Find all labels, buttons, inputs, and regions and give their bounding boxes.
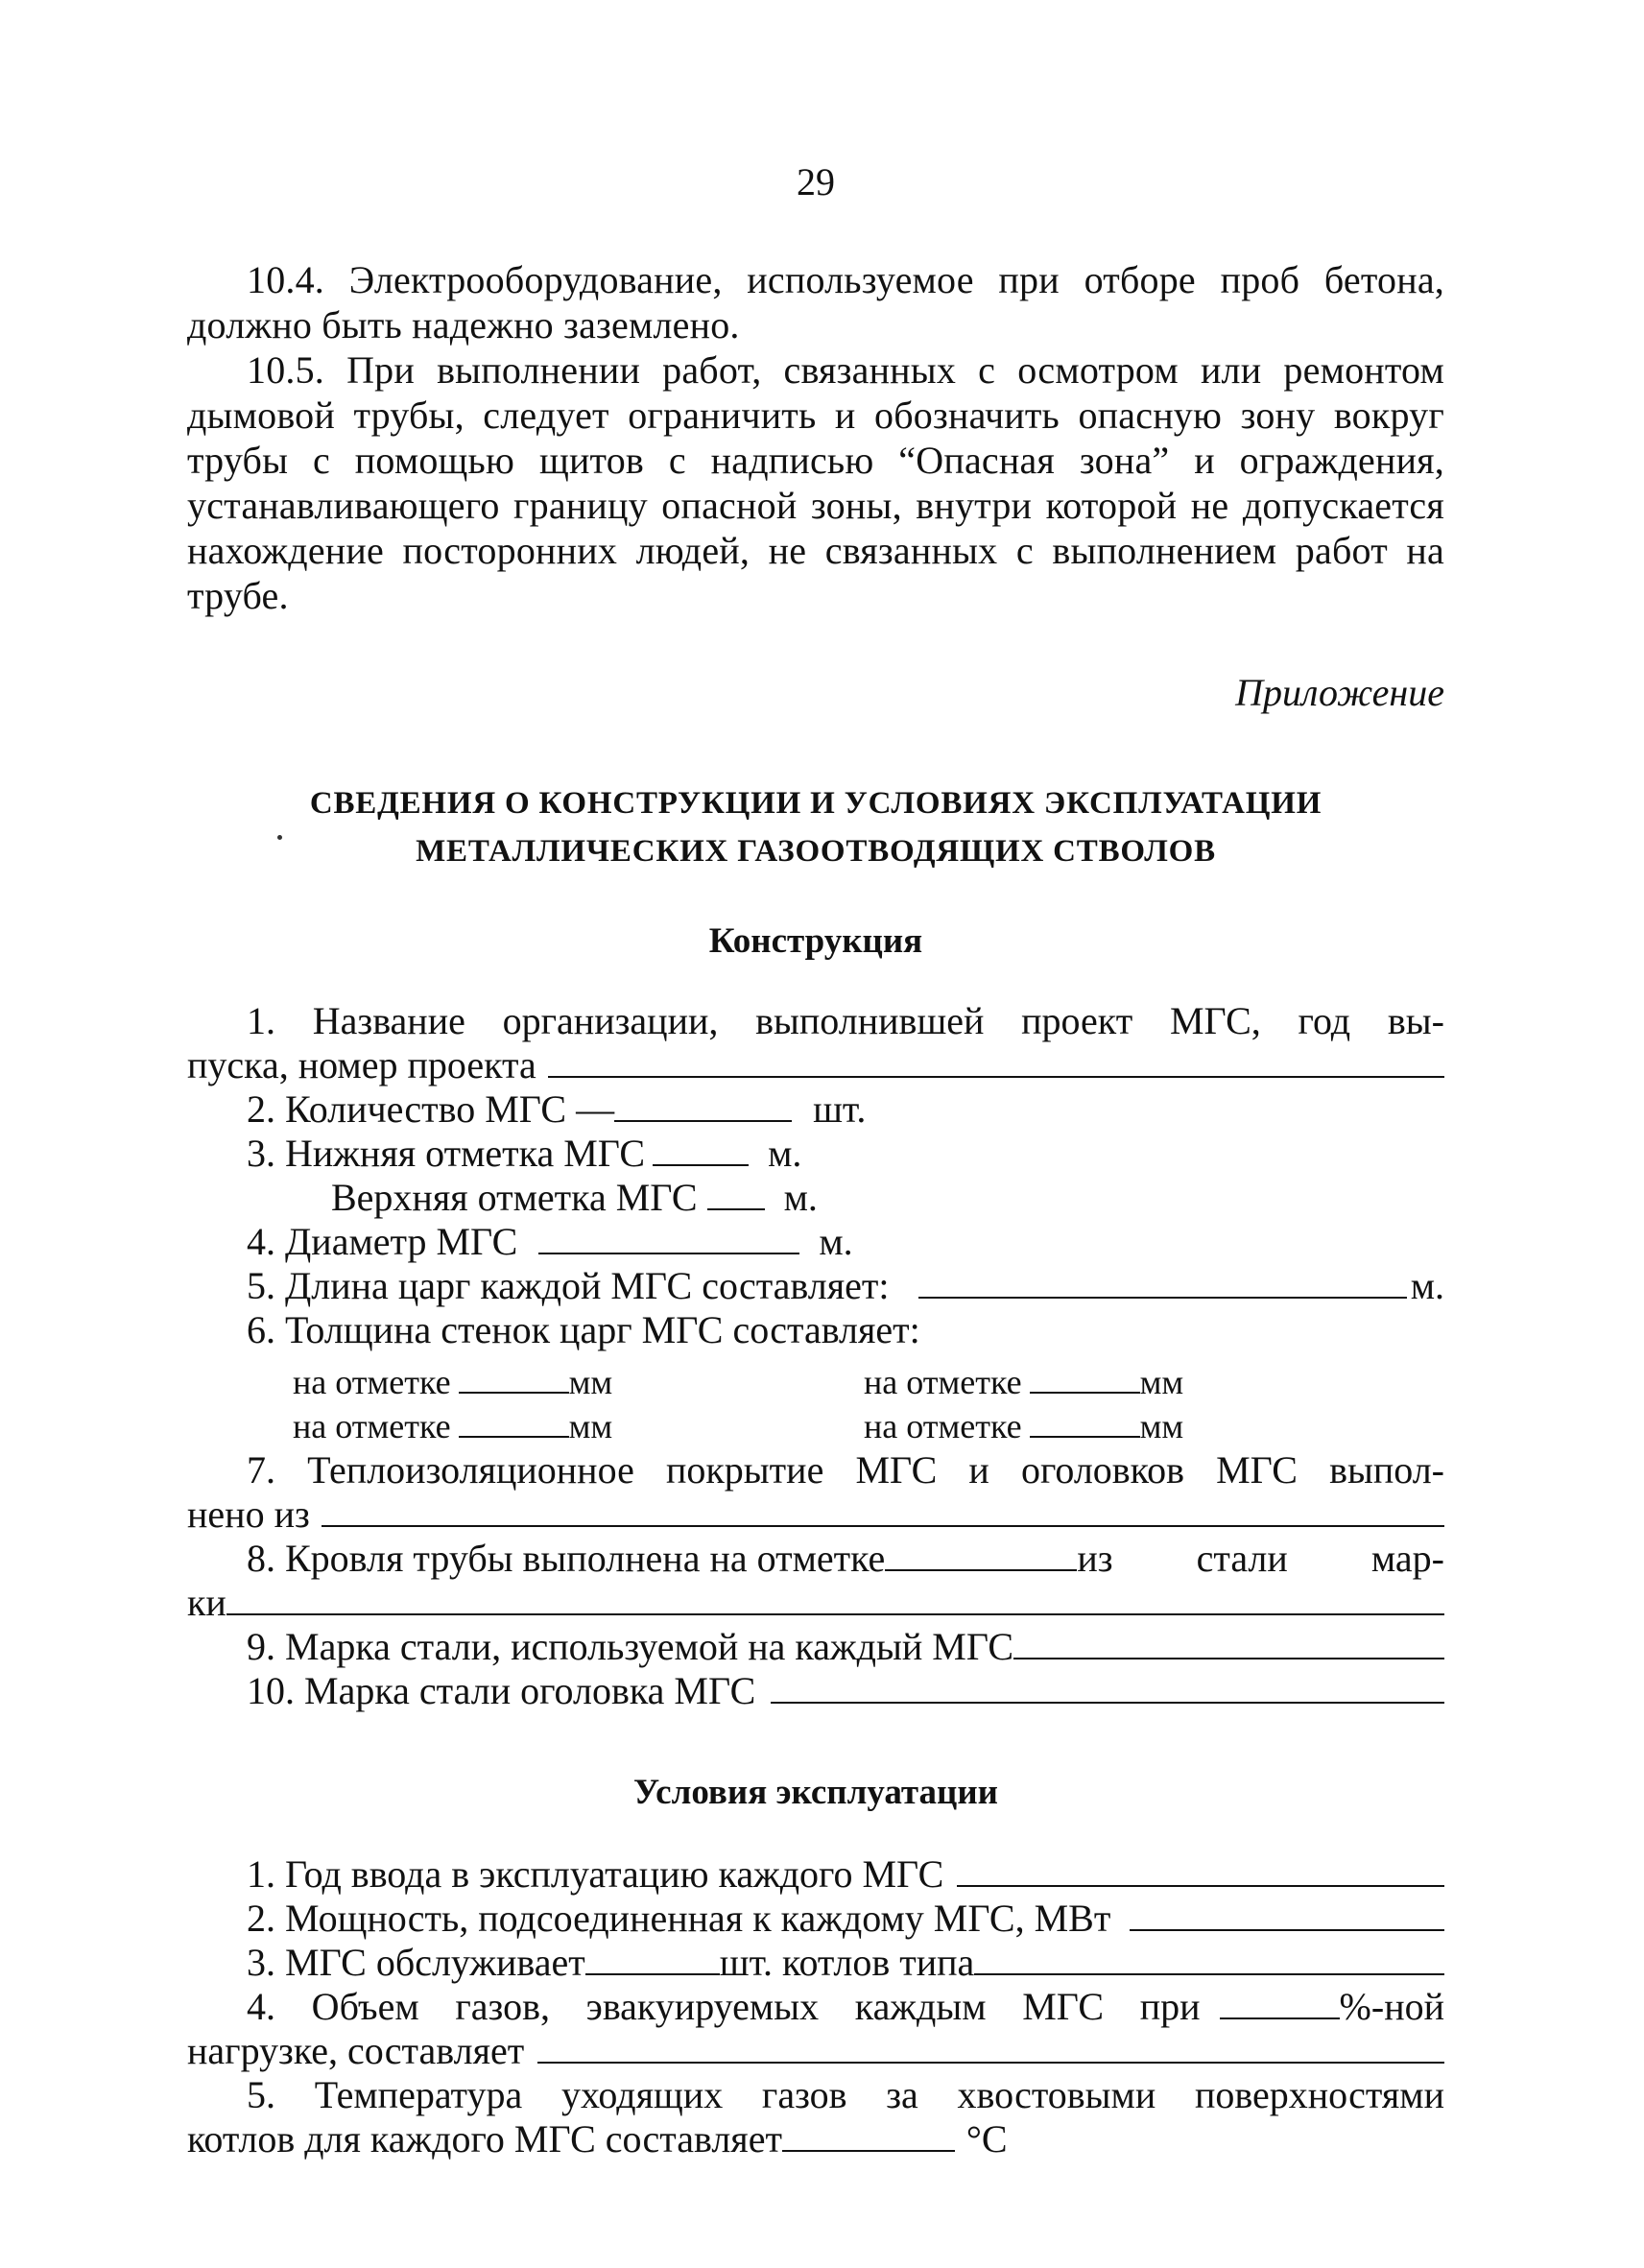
roof-steel-grade-field[interactable] — [226, 1583, 1444, 1615]
construction-item-7-text: 7. Теплоизоляционное покрытие МГС и оголовков МГС выпол- — [247, 1448, 1444, 1492]
operation-item-4-line-2 — [187, 2029, 1444, 2073]
construction-item-4 — [187, 1220, 1444, 1264]
construction-item-7-line-2 — [187, 1492, 1444, 1537]
section-heading-construction: Конструкция — [708, 921, 923, 961]
construction-item-4-label: 4. Диаметр МГС — [247, 1220, 518, 1263]
commission-year-field[interactable] — [957, 1854, 1444, 1887]
construction-item-9-label: 9. Марка стали, используемой на каждый МГС — [247, 1625, 1014, 1668]
section-heading-operation: Условия эксплуатации — [632, 1773, 998, 1812]
wall-mark-field-1[interactable] — [459, 1361, 569, 1394]
project-name-field[interactable] — [548, 1045, 1444, 1078]
at-mark-label: на отметке — [864, 1407, 1022, 1445]
construction-item-5-label: 5. Длина царг каждой МГС составляет: — [247, 1264, 890, 1307]
construction-item-7-line-1 — [187, 1448, 1444, 1492]
at-mark-label: на отметке — [293, 1407, 451, 1445]
construction-item-4-unit: м. — [819, 1220, 853, 1263]
construction-item-8-line-1 — [187, 1537, 1444, 1581]
wall-thickness-cell — [864, 1360, 1435, 1404]
wall-thickness-cell — [293, 1360, 864, 1404]
construction-item-6-label: 6. Толщина стенок царг МГС составляет: — [247, 1308, 920, 1351]
operation-item-3 — [187, 1941, 1444, 1985]
upper-mark-field[interactable] — [707, 1178, 765, 1210]
operation-item-4-text-cont: нагрузке, составляет — [187, 2029, 525, 2072]
construction-item-2-label: 2. Количество МГС — — [247, 1087, 615, 1131]
mm-label: мм — [1139, 1363, 1184, 1401]
construction-item-1-text: 1. Название организации, выполнившей проект МГС, год вы- — [247, 999, 1444, 1042]
wall-mark-field-3[interactable] — [459, 1405, 569, 1438]
wall-mark-field-2[interactable] — [1030, 1361, 1140, 1394]
operation-item-5-line-2 — [187, 2117, 1444, 2161]
construction-item-2-unit: шт. — [813, 1087, 867, 1131]
construction-item-6 — [187, 1308, 1444, 1352]
roof-mark-field[interactable] — [885, 1539, 1077, 1571]
construction-item-10 — [187, 1669, 1444, 1713]
gas-volume-field[interactable] — [537, 2031, 1444, 2064]
construction-item-5-unit: м. — [1410, 1264, 1444, 1307]
at-mark-label: на отметке — [293, 1363, 451, 1401]
boiler-type-field[interactable] — [974, 1943, 1444, 1975]
scan-speck — [277, 835, 282, 840]
operation-item-2-label: 2. Мощность, подсоединенная к каждому МГС, МВт — [247, 1897, 1111, 1940]
mgs-count-field[interactable] — [614, 1089, 792, 1122]
construction-item-1-line-2 — [187, 1043, 1444, 1087]
wall-thickness-cell — [864, 1404, 1435, 1448]
insulation-material-field[interactable] — [322, 1494, 1444, 1527]
document-page — [187, 160, 1444, 2161]
section-length-field[interactable] — [918, 1266, 1407, 1299]
wall-thickness-row-1 — [187, 1360, 1444, 1404]
power-field[interactable] — [1130, 1898, 1444, 1931]
lower-mark-field[interactable] — [653, 1134, 749, 1166]
operation-item-3-label: 3. МГС обслуживает — [247, 1941, 585, 1984]
form-title — [187, 779, 1444, 875]
head-steel-grade-field[interactable] — [771, 1671, 1444, 1704]
construction-item-1-text-cont: пуска, номер проекта — [187, 1043, 536, 1086]
operation-item-5-text-cont: котлов для каждого МГС составляет — [187, 2117, 782, 2161]
construction-item-2 — [187, 1087, 1444, 1132]
operation-item-5-text: 5. Температура уходящих газов за хвостовыми поверхностями — [247, 2073, 1444, 2116]
operation-item-3-mid: шт. котлов типа — [719, 1941, 975, 1984]
operation-item-1-label: 1. Год ввода в эксплуатацию каждого МГС — [247, 1852, 944, 1896]
construction-item-3b — [187, 1176, 1444, 1220]
construction-item-8-text: 8. Кровля трубы выполнена на отметке — [247, 1537, 886, 1580]
construction-item-5 — [187, 1264, 1444, 1308]
operation-item-1 — [187, 1852, 1444, 1897]
construction-item-3 — [187, 1132, 1444, 1176]
operation-item-4-unit: %-ной — [1339, 1985, 1444, 2028]
mm-label: мм — [1139, 1407, 1184, 1445]
load-percent-field[interactable] — [1220, 1987, 1340, 2019]
wall-thickness-cell — [293, 1404, 864, 1448]
diameter-field[interactable] — [538, 1222, 799, 1254]
construction-item-8-mid: из стали мар- — [1077, 1537, 1444, 1580]
mm-label: мм — [568, 1407, 613, 1445]
boiler-count-field[interactable] — [585, 1943, 720, 1975]
operation-item-5-line-1 — [187, 2073, 1444, 2117]
steel-grade-field[interactable] — [1013, 1627, 1444, 1659]
flue-gas-temperature-field[interactable] — [782, 2119, 955, 2152]
appendix-label: Приложение — [1235, 671, 1444, 714]
construction-item-10-label: 10. Марка стали оголовка МГС — [247, 1669, 756, 1712]
construction-item-3-unit: м. — [768, 1132, 802, 1175]
construction-item-8-line-2 — [187, 1581, 1444, 1625]
form-title-line-2: МЕТАЛЛИЧЕСКИХ ГАЗООТВОДЯЩИХ СТВОЛОВ — [416, 834, 1216, 869]
operation-item-4-line-1 — [187, 1985, 1444, 2029]
paragraph-10-4: 10.4. Электрооборудование, используемое при отборе проб бетона, должно быть надежно заземлено. — [187, 258, 1444, 346]
construction-item-3-label: 3. Нижняя отметка МГС — [247, 1132, 646, 1175]
construction-item-1-line-1 — [187, 999, 1444, 1043]
wall-mark-field-4[interactable] — [1030, 1405, 1140, 1438]
construction-item-7-text-cont: нено из — [187, 1492, 310, 1536]
form-title-line-1: СВЕДЕНИЯ О КОНСТРУКЦИИ И УСЛОВИЯХ ЭКСПЛУАТАЦИИ — [309, 786, 1322, 821]
construction-item-8-text-cont: ки — [187, 1581, 226, 1624]
construction-item-9 — [187, 1625, 1444, 1669]
wall-thickness-row-2 — [187, 1404, 1444, 1448]
operation-item-5-unit: °С — [965, 2117, 1008, 2161]
construction-item-3b-unit: м. — [783, 1176, 818, 1219]
operation-item-2 — [187, 1897, 1444, 1941]
mm-label: мм — [568, 1363, 613, 1401]
page-number: 29 — [797, 160, 835, 203]
at-mark-label: на отметке — [864, 1363, 1022, 1401]
operation-item-4-text: 4. Объем газов, эвакуируемых каждым МГС при — [247, 1985, 1201, 2028]
construction-item-3b-label: Верхняя отметка МГС — [331, 1176, 698, 1219]
paragraph-10-5: 10.5. При выполнении работ, связанных с осмотром или ремонтом дымовой трубы, следует ограничить и обозначить опасную зону вокруг трубы с помощью щитов с надписью “Опасная зона” и ограждения, устанавливающего границу опасной зоны, внутри которой не допускается нахождение посторонних людей, не связанных с выполнением работ на трубе. — [187, 348, 1444, 617]
